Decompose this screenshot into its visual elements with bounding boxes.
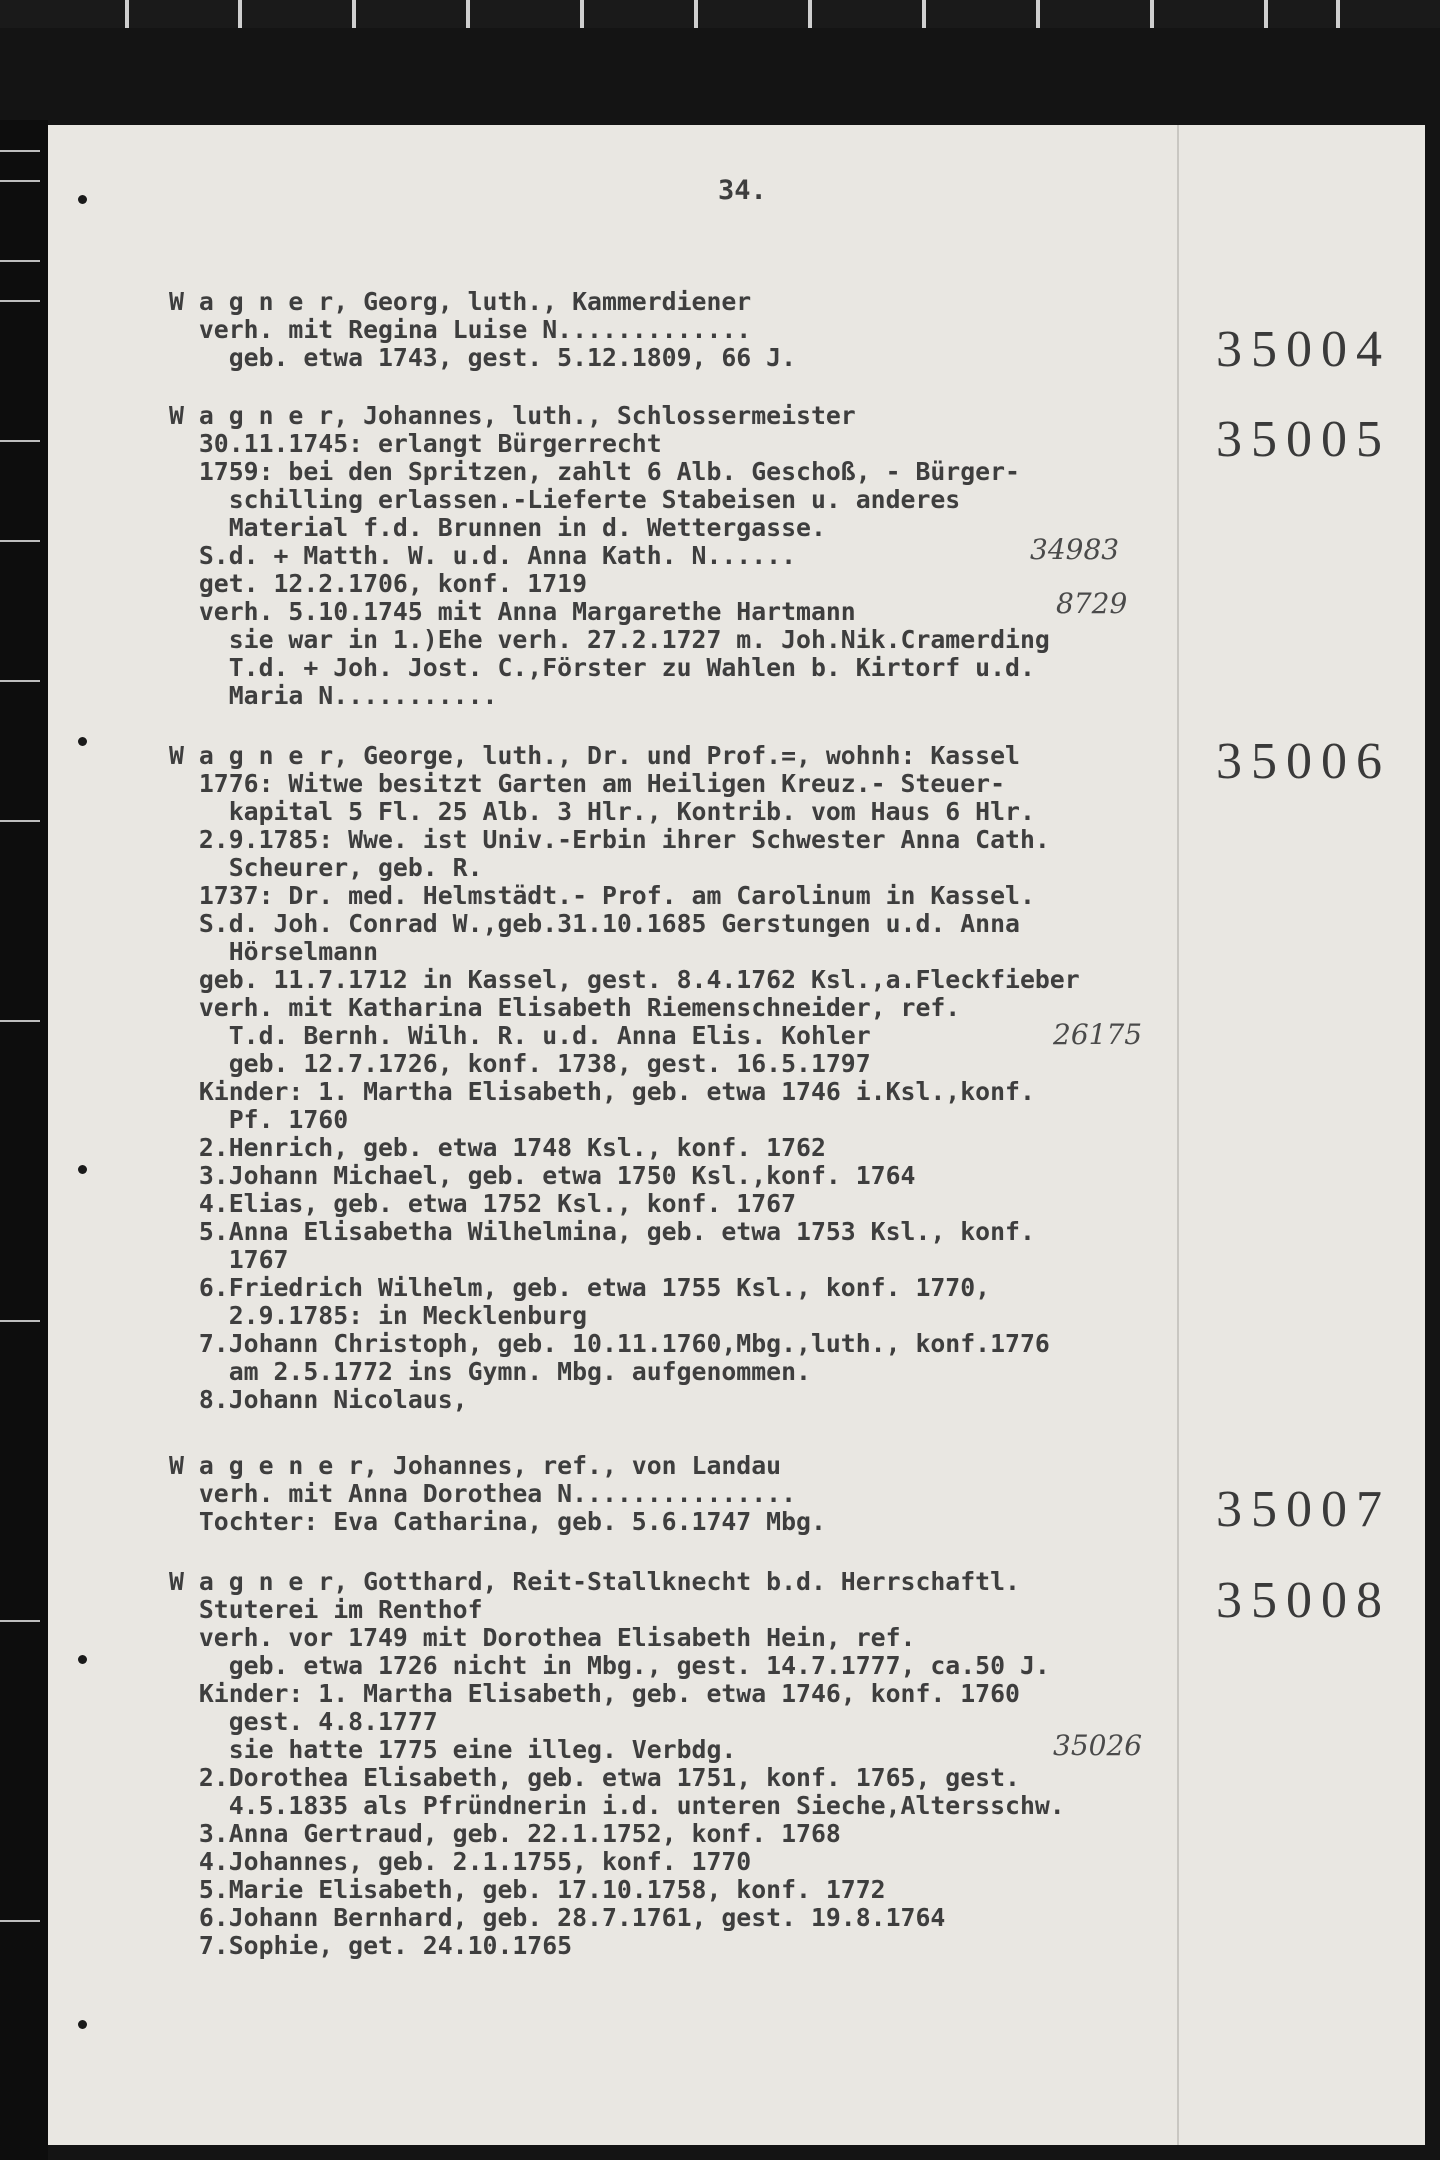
entry-line: geb. 11.7.1712 in Kassel, gest. 8.4.1762 Ksl.,a.Fleckfieber	[169, 965, 1080, 994]
entry-line: geb. 12.7.1726, konf. 1738, gest. 16.5.1797	[169, 1049, 871, 1078]
entry-line: Pf. 1760	[169, 1105, 349, 1134]
entry-line: 1737: Dr. med. Helmstädt.- Prof. am Carolinum in Kassel.	[169, 881, 1035, 910]
entry-line: Material f.d. Brunnen in d. Wettergasse.	[169, 513, 826, 542]
entry-line: 1759: bei den Spritzen, zahlt 6 Alb. Geschoß, - Bürger-	[169, 457, 1020, 486]
entry-line: verh. 5.10.1745 mit Anna Margarethe Hartmann	[169, 597, 856, 626]
column-rule	[1177, 125, 1179, 2145]
entry-line: 6.Johann Bernhard, geb. 28.7.1761, gest. 19.8.1764	[169, 1903, 946, 1932]
handwritten-ref: 8729	[1056, 587, 1128, 620]
handwritten-ref: 26175	[1053, 1018, 1143, 1051]
film-edge-left	[0, 120, 48, 2160]
punch-hole	[78, 737, 87, 746]
entry-line: Maria N...........	[169, 681, 498, 710]
entry-line: 1767	[169, 1245, 289, 1274]
entry-line: T.d. + Joh. Jost. C.,Förster zu Wahlen b. Kirtorf u.d.	[169, 653, 1035, 682]
entry-line: W a g n e r, Johannes, luth., Schlossermeister	[169, 401, 856, 430]
entry-line: sie war in 1.)Ehe verh. 27.2.1727 m. Joh.Nik.Cramerding	[169, 625, 1050, 654]
entry-line: Stuterei im Renthof	[169, 1595, 483, 1624]
entry-number: 35008	[1216, 1572, 1391, 1629]
entry-line: gest. 4.8.1777	[169, 1707, 438, 1736]
punch-hole	[78, 195, 87, 204]
entry-line: Tochter: Eva Catharina, geb. 5.6.1747 Mbg.	[169, 1507, 826, 1536]
entry-line: 4.5.1835 als Pfründnerin i.d. unteren Sieche,Altersschw.	[169, 1791, 1065, 1820]
entry-number: 35005	[1216, 411, 1391, 468]
entry-line: 1776: Witwe besitzt Garten am Heiligen Kreuz.- Steuer-	[169, 769, 1006, 798]
punch-hole	[78, 1655, 87, 1664]
punch-hole	[78, 1165, 87, 1174]
entry-line: verh. mit Anna Dorothea N...............	[169, 1479, 797, 1508]
punch-hole	[78, 2020, 87, 2029]
entry-line: geb. etwa 1743, gest. 5.12.1809, 66 J.	[169, 343, 797, 372]
entry-line: get. 12.2.1706, konf. 1719	[169, 569, 588, 598]
entry-line: 5.Marie Elisabeth, geb. 17.10.1758, konf. 1772	[169, 1875, 886, 1904]
entry-line: W a g n e r, Gotthard, Reit-Stallknecht b.d. Herrschaftl.	[169, 1567, 1020, 1596]
entry-line: S.d. + Matth. W. u.d. Anna Kath. N......	[169, 541, 797, 570]
film-strip-top	[0, 0, 1440, 28]
entry-line: 5.Anna Elisabetha Wilhelmina, geb. etwa 1753 Ksl., konf.	[169, 1217, 1035, 1246]
entry-line: verh. mit Katharina Elisabeth Riemenschneider, ref.	[169, 993, 961, 1022]
entry-line: W a g e n e r, Johannes, ref., von Landau	[169, 1451, 782, 1480]
entry-line: verh. vor 1749 mit Dorothea Elisabeth Hein, ref.	[169, 1623, 916, 1652]
entry-number: 35004	[1216, 321, 1391, 378]
entry-line: 2.9.1785: in Mecklenburg	[169, 1301, 588, 1330]
entry-line: Hörselmann	[169, 937, 379, 966]
index-card	[48, 125, 1425, 2145]
entry-line: Kinder: 1. Martha Elisabeth, geb. etwa 1746, konf. 1760	[169, 1679, 1020, 1708]
entry-line: 4.Johannes, geb. 2.1.1755, konf. 1770	[169, 1847, 752, 1876]
entry-line: 7.Johann Christoph, geb. 10.11.1760,Mbg.,luth., konf.1776	[169, 1329, 1050, 1358]
entry-line: W a g n e r, George, luth., Dr. und Prof.=, wohnh: Kassel	[169, 741, 1020, 770]
entry-line: schilling erlassen.-Lieferte Stabeisen u. anderes	[169, 485, 961, 514]
entry-line: T.d. Bernh. Wilh. R. u.d. Anna Elis. Kohler	[169, 1021, 871, 1050]
entry-line: 2.Dorothea Elisabeth, geb. etwa 1751, konf. 1765, gest.	[169, 1763, 1020, 1792]
entry-line: 2.Henrich, geb. etwa 1748 Ksl., konf. 1762	[169, 1133, 826, 1162]
entry-line: 4.Elias, geb. etwa 1752 Ksl., konf. 1767	[169, 1189, 797, 1218]
entry-number: 35007	[1216, 1481, 1391, 1538]
page-number: 34.	[718, 175, 767, 206]
entry-line: S.d. Joh. Conrad W.,geb.31.10.1685 Gerstungen u.d. Anna	[169, 909, 1020, 938]
entry-line: Scheurer, geb. R.	[169, 853, 483, 882]
handwritten-ref: 34983	[1030, 533, 1120, 566]
entry-line: 8.Johann Nicolaus,	[169, 1385, 468, 1414]
entry-line: kapital 5 Fl. 25 Alb. 3 Hlr., Kontrib. vom Haus 6 Hlr.	[169, 797, 1035, 826]
entry-line: Kinder: 1. Martha Elisabeth, geb. etwa 1746 i.Ksl.,konf.	[169, 1077, 1035, 1106]
entry-line: 3.Anna Gertraud, geb. 22.1.1752, konf. 1768	[169, 1819, 841, 1848]
entry-line: 3.Johann Michael, geb. etwa 1750 Ksl.,konf. 1764	[169, 1161, 916, 1190]
handwritten-ref: 35026	[1053, 1729, 1143, 1762]
entry-line: 7.Sophie, get. 24.10.1765	[169, 1931, 573, 1960]
entry-number: 35006	[1216, 733, 1391, 790]
entry-line: geb. etwa 1726 nicht in Mbg., gest. 14.7.1777, ca.50 J.	[169, 1651, 1050, 1680]
entry-line: sie hatte 1775 eine illeg. Verbdg.	[169, 1735, 737, 1764]
entry-line: verh. mit Regina Luise N.............	[169, 315, 752, 344]
entry-line: W a g n e r, Georg, luth., Kammerdiener	[169, 287, 752, 316]
entry-line: 6.Friedrich Wilhelm, geb. etwa 1755 Ksl., konf. 1770,	[169, 1273, 991, 1302]
entry-line: am 2.5.1772 ins Gymn. Mbg. aufgenommen.	[169, 1357, 811, 1386]
entry-line: 30.11.1745: erlangt Bürgerrecht	[169, 429, 662, 458]
entry-line: 2.9.1785: Wwe. ist Univ.-Erbin ihrer Schwester Anna Cath.	[169, 825, 1050, 854]
